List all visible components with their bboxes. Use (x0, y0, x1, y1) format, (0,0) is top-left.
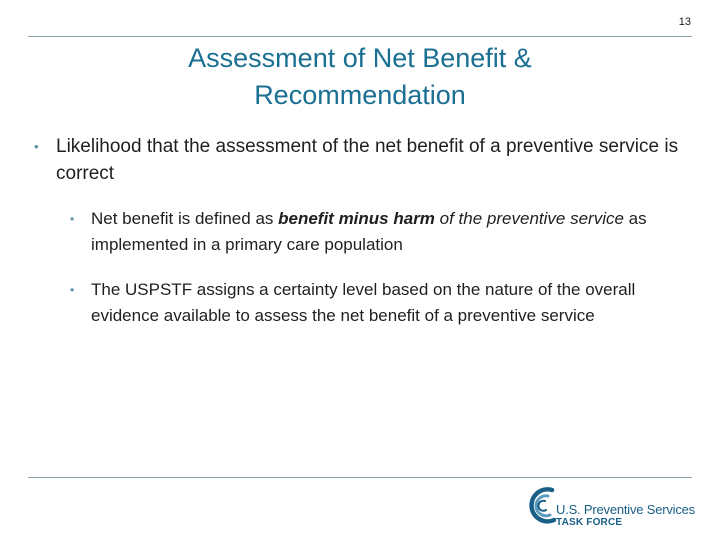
uspstf-swirl-icon (526, 484, 558, 528)
bullet-sub-2-text: The USPSTF assigns a certainty level based on the nature of the overall evidence available to assess the net benefit of a preventive service (91, 280, 636, 325)
text-italic: of the preventive service (434, 209, 624, 228)
slide-number: 13 (678, 16, 691, 28)
bullet-marker: • (70, 212, 75, 226)
uspstf-logo (526, 484, 696, 530)
text-bold-italic: benefit minus harm (278, 209, 435, 228)
text-plain: Net benefit is defined as (91, 209, 279, 228)
logo-name: U.S. Preventive Services (556, 502, 695, 517)
bullet-sub-1 (70, 206, 694, 258)
bullet-marker: • (34, 139, 39, 154)
title-line-2: Recommendation (254, 80, 466, 110)
bullet-main (34, 133, 694, 187)
logo-subtitle: TASK FORCE (556, 517, 623, 528)
slide-body (34, 133, 694, 329)
bullet-sub-1-text (91, 209, 647, 254)
text-plain: as implemented in a primary care population (91, 209, 647, 254)
top-rule (28, 36, 692, 37)
bullet-main-text: Likelihood that the assessment of the net benefit of a preventive service is correct (56, 136, 679, 184)
bottom-rule (28, 477, 692, 478)
bullet-sub-2 (70, 277, 694, 329)
title-line-1: Assessment of Net Benefit & (188, 43, 532, 73)
slide-title (60, 40, 660, 114)
bullet-marker: • (70, 283, 75, 297)
